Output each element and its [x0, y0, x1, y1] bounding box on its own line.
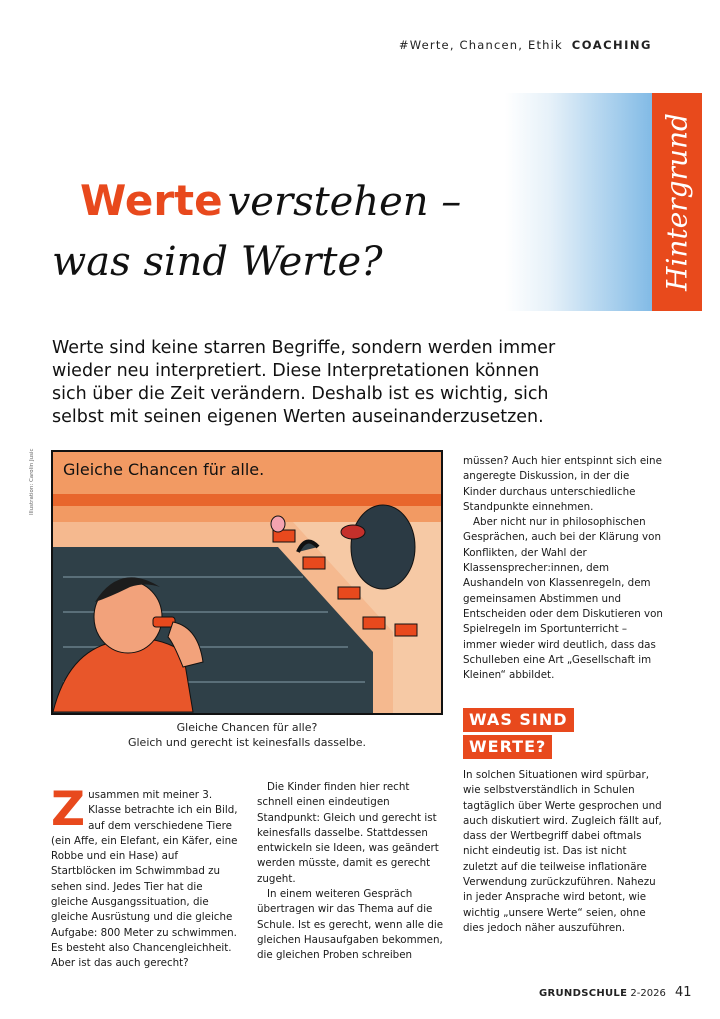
column-right-top — [463, 454, 663, 683]
illustration-inner-text: Gleiche Chancen für alle. — [63, 460, 265, 479]
paragraph: müssen? Auch hier entspinnt sich eine angeregte Diskussion, in der die Kinder durchaus unterschiedliche Standpunkte einnehmen. — [463, 455, 662, 513]
footer-brand: GRUNDSCHULE — [539, 988, 628, 999]
tagline-text: #Werte, Chancen, Ethik — [398, 38, 563, 52]
figure-caption — [51, 720, 443, 750]
page-number: 41 — [675, 985, 692, 1000]
title-highlight: Werte — [80, 176, 223, 225]
column-2 — [257, 780, 447, 964]
section-heading — [463, 708, 574, 762]
caption-line-1: Gleiche Chancen für alle? — [176, 721, 318, 734]
side-tab — [652, 93, 702, 311]
header-tagline — [399, 38, 652, 52]
paragraph: usammen mit meiner 3. Klasse betrachte ich ein Bild, auf dem verschiedene Tiere (ein Affe, ein Elefant, ein Käfer, eine Robbe und ein Hase) auf Startblöcken im Schwimmbad zu sehen sind. Jedes Tier hat die gleiche Ausgangssituation, die gleiche Ausrüstung und die gleiche Aufgabe: 800 Meter zu schwimmen. Es besteht also Chancengleichheit. Aber ist das auch gerecht? — [51, 789, 238, 970]
illustration — [51, 450, 443, 715]
drop-cap: Z — [51, 782, 86, 837]
column-right-bottom — [463, 768, 663, 936]
column-1 — [51, 782, 241, 972]
caption-line-2: Gleich und gerecht ist keinesfalls dasselbe. — [127, 736, 367, 749]
page-footer — [539, 985, 692, 1000]
section-label: COACHING — [571, 38, 652, 52]
paragraph: Die Kinder finden hier recht schnell einen eindeutigen Standpunkt: Gleich und gerecht ist keinesfalls dasselbe. Stattdessen entwickeln sie Ideen, was geändert werden müsste, damit es gerecht zugeht. — [257, 781, 439, 885]
header-gradient — [505, 93, 655, 311]
paragraph: Aber nicht nur in philosophischen Gesprächen, auch bei der Klärung von Konflikten, der Wahl der Klassensprecher:innen, dem Aushandeln von Klassenregeln, dem gemeinsamen Abstimmen und Entscheiden oder dem Diskutieren von Spielregeln im Sportunterricht – immer wieder wird deutlich, dass das Schulleben eine Art „Gesellschaft im Kleinen“ abbildet. — [463, 516, 663, 682]
footer-issue: 2-2026 — [630, 988, 666, 999]
section-heading-line-1: WAS SIND — [463, 708, 574, 732]
side-tab-label: Hintergrund — [660, 113, 694, 291]
paragraph: In einem weiteren Gespräch übertragen wir das Thema auf die Schule. Ist es gerecht, wenn alle die gleichen Hausaufgaben bekommen, die gleichen Proben schreiben — [257, 888, 444, 962]
section-heading-line-2: WERTE? — [463, 735, 552, 759]
illustration-credit: Illustration: Carolin Jusic — [29, 448, 35, 515]
title-rest: verstehen – was sind Werte? — [52, 179, 462, 285]
page-title — [52, 175, 512, 296]
lead-paragraph: Werte sind keine starren Begriffe, sondern werden immer wieder neu interpretiert. Diese Interpretationen können sich über die Zeit verändern. Deshalb ist es wichtig, sich selbst mit seinen eigenen Werten auseinanderzusetzen. — [52, 338, 556, 427]
paragraph: In solchen Situationen wird spürbar, wie selbstverständlich in Schulen tagtäglich über Werte gesprochen und auch diskutiert wird. Zugleich fällt auf, dass der Wertbegriff dabei oftmals nicht eindeutig ist. Das ist nicht zuletzt auf die teilweise inflationäre Verwendung zurückzuführen. Nahezu in jeder Ansprache wird betont, wie wichtig „unsere Werte“ seien, ohne dies jedoch näher auszuführen. — [463, 769, 662, 934]
illustration-drawing — [53, 452, 441, 713]
